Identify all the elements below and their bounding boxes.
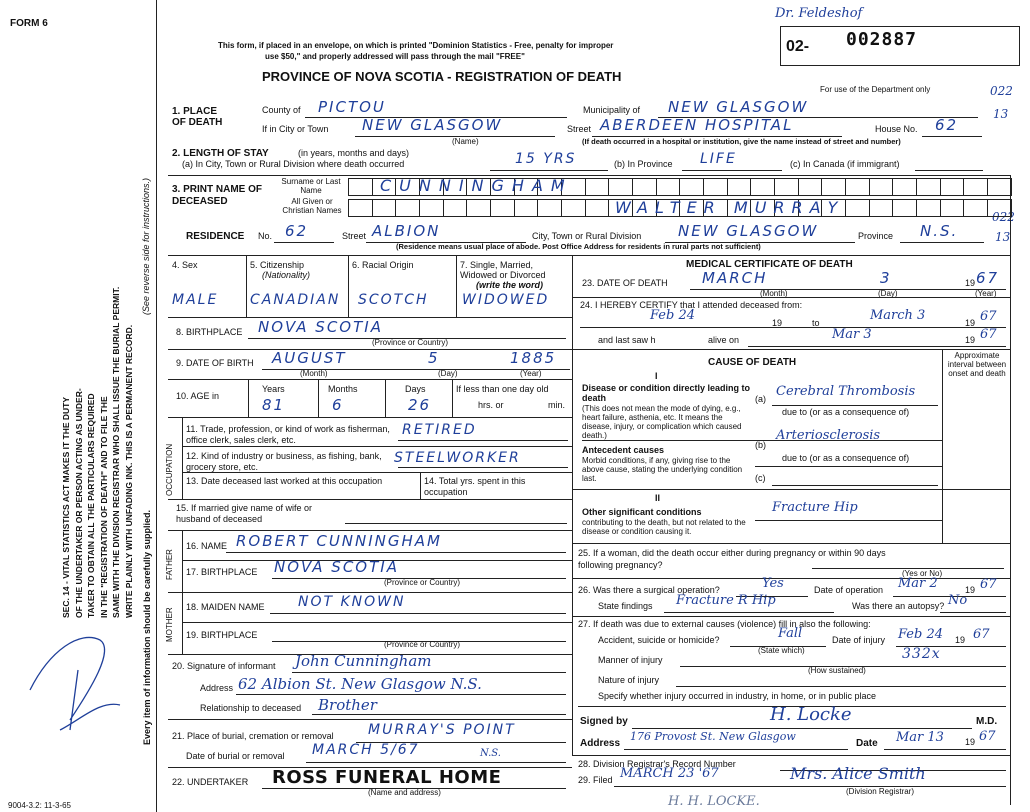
city-value: NEW GLASGOW <box>362 116 503 134</box>
sex-label: 4. Sex <box>172 260 198 270</box>
signature-mark <box>20 610 140 750</box>
birth-day-sub: (Day) <box>438 369 458 378</box>
stay-province-value: LIFE <box>700 151 737 167</box>
last-worked-label: 13. Date deceased last worked at this occupation <box>186 476 383 486</box>
last-saw-year-value: 67 <box>980 327 997 342</box>
residence-street-value: ALBION <box>372 222 441 240</box>
birth-day-value: 5 <box>428 349 440 367</box>
other-conditions-label: Other significant conditions <box>582 507 702 517</box>
undertaker-sub: (Name and address) <box>368 788 441 797</box>
department-code-1: 022 <box>990 84 1013 98</box>
city-name-sub: (Name) <box>452 137 479 146</box>
attended-to-19: 19 <box>965 318 976 328</box>
notice-line-1: This form, if placed in an envelope, on which is printed "Dominion Statistics - Free, penalty for improper <box>218 41 614 50</box>
registrar-sub: (Division Registrar) <box>846 787 915 796</box>
signed-by-label: Signed by <box>580 716 628 727</box>
certify-label: 24. I HEREBY CERTIFY that I attended deceased from: <box>580 300 803 310</box>
attended-year-value: 67 <box>980 309 997 324</box>
father-name-value: ROBERT CUNNINGHAM <box>236 532 442 550</box>
industry-value: STEELWORKER <box>394 450 521 466</box>
manner-sub: (How sustained) <box>808 666 866 675</box>
manner-label: Manner of injury <box>598 655 663 665</box>
age-years-label: Years <box>262 384 285 394</box>
birthplace-sub: (Province or Country) <box>372 338 449 347</box>
form-number: FORM 6 <box>10 18 48 29</box>
registrar-signature: Mrs. Alice Smith <box>790 764 926 783</box>
md-label: M.D. <box>976 716 998 727</box>
father-birthplace-label: 17. BIRTHPLACE <box>186 567 258 577</box>
birth-month-sub: (Month) <box>300 369 328 378</box>
birth-month-value: AUGUST <box>272 349 347 367</box>
county-label: County of <box>262 105 301 115</box>
death-year-sub: (Year) <box>975 289 997 298</box>
cause-a-label: (a) <box>755 394 766 404</box>
cause-of-death-header: CAUSE OF DEATH <box>708 357 797 368</box>
burial-note: N.S. <box>480 748 501 759</box>
father-name-label: 16. NAME <box>186 541 228 551</box>
maiden-name-value: NOT KNOWN <box>298 594 406 610</box>
age-months-label: Months <box>328 384 358 394</box>
institution-note: (If death occurred in a hospital or institution, give the name instead of street and number) <box>582 137 901 146</box>
residence-no-label: No. <box>258 231 273 241</box>
residence-province-label: Province <box>858 231 894 241</box>
page-title: PROVINCE OF NOVA SCOTIA - REGISTRATION OF DEATH <box>262 69 622 84</box>
citizenship-value: CANADIAN <box>250 292 341 308</box>
injury-code-value: 332x <box>902 646 941 662</box>
municipality-value: NEW GLASGOW <box>668 98 809 116</box>
notice-line-2: use $50," and properly addressed will pass through the mail "FREE" <box>265 52 525 61</box>
age-hours-label: hrs. or <box>478 400 504 410</box>
below-note: H. H. LOCKE. <box>668 794 760 809</box>
side-instruction-reverse: (See reverse side for instructions.) <box>141 177 151 315</box>
registration-number: 002887 <box>846 29 918 50</box>
attended-to-label: to <box>812 318 820 328</box>
attended-from-value: Feb 24 <box>650 308 695 323</box>
age-less-than-day-label: If less than one day old <box>456 384 549 394</box>
roman-one: I <box>655 371 658 381</box>
accident-sub: (State which) <box>758 646 805 655</box>
side-instructions: SEC. 14 - VITAL STATISTICS ACT MAKES IT THE DUTY OF THE UNDERTAKER OR PERSON ACTING AS UNDER- TAKER TO OBTAIN ALL THE PARTICULARS REQUIRED IN THE "REGISTRATION OF DEATH" AND TO FILE THE SAME WITH THE DIVISION REGISTRAR WHO SHALL ISSUE THE BURIAL PERMIT. WRITE PLAINLY WITH UNFADING INK. THIS IS A PERMANENT RECORD. <box>61 286 134 618</box>
findings-label: State findings <box>598 601 653 611</box>
name-of-deceased-label: 3. PRINT NAME OF DECEASED <box>172 184 263 207</box>
age-days-label: Days <box>405 384 426 394</box>
last-saw-alive-label: alive on <box>708 335 740 345</box>
relationship-label: Relationship to deceased <box>200 703 302 713</box>
certificate-year-value: 67 <box>979 729 996 744</box>
margin-rule <box>156 0 157 812</box>
residence-street-label: Street <box>342 231 367 241</box>
street-label: Street <box>567 124 592 134</box>
date-of-birth-label: 9. DATE OF BIRTH <box>176 358 254 368</box>
antecedent-note: Morbid conditions, if any, giving rise to the above cause, stating the underlying condition last. <box>582 456 743 483</box>
mother-side-label: MOTHER <box>165 607 174 642</box>
operation-date-value: Mar 2 <box>898 576 938 591</box>
mother-birthplace-label: 19. BIRTHPLACE <box>186 630 258 640</box>
form-code: 9004-3.2: 11-3-65 <box>8 801 72 810</box>
pregnancy-label: 25. If a woman, did the death occur either during pregnancy or within 90 days following pregnancy? <box>578 548 886 570</box>
age-months-value: 6 <box>332 396 344 414</box>
marital-status-label: 7. Single, Married, Widowed or Divorced <box>460 260 546 280</box>
sex-value: MALE <box>172 292 219 308</box>
house-value: 62 <box>935 116 959 134</box>
external-causes-label: 27. If death was due to external causes (violence) fill in also the following: <box>578 619 871 629</box>
residence-province-value: N.S. <box>920 222 959 240</box>
stay-city-value: 15 YRS <box>515 151 577 167</box>
birthplace-value: NOVA SCOTIA <box>258 318 383 336</box>
department-use-label: For use of the Department only <box>820 85 931 94</box>
roman-two: II <box>655 493 661 503</box>
total-years-label: 14. Total yrs. spent in this occupation <box>424 476 526 497</box>
antecedent-label: Antecedent causes <box>582 445 665 455</box>
marital-status-sub: (write the word) <box>476 280 543 290</box>
father-birthplace-value: NOVA SCOTIA <box>274 558 399 576</box>
cause-a-value: Cerebral Thrombosis <box>776 384 916 399</box>
medical-certificate-header: MEDICAL CERTIFICATE OF DEATH <box>686 259 853 270</box>
certificate-date-value: Mar 13 <box>896 730 944 745</box>
filed-date-value: MARCH 23 '67 <box>620 766 719 781</box>
maiden-name-label: 18. MAIDEN NAME <box>186 602 265 612</box>
disease-note: (This does not mean the mode of dying, e.g., heart failure, asthenia, etc. It means the disease, injury, or complication which caused death.) <box>582 404 742 440</box>
residence-city-value: NEW GLASGOW <box>678 222 819 240</box>
residence-label: RESIDENCE <box>186 231 245 242</box>
operation-19: 19 <box>965 585 976 595</box>
house-label: House No. <box>875 124 918 134</box>
place-of-death-label: 1. PLACE OF DEATH <box>172 106 223 128</box>
city-label: If in City or Town <box>262 124 329 134</box>
surgical-operation-label: 26. Was there a surgical operation? <box>578 585 720 595</box>
racial-origin-label: 6. Racial Origin <box>352 260 414 270</box>
age-days-value: 26 <box>408 396 432 414</box>
burial-place-value: MURRAY'S POINT <box>368 722 516 738</box>
informant-address-label: Address <box>200 683 234 693</box>
stay-canada-label: (c) In Canada (if immigrant) <box>790 159 900 169</box>
death-month-value: MARCH <box>702 269 768 287</box>
burial-date-value: MARCH 5/67 <box>312 742 420 758</box>
death-year-prefix: 19 <box>965 278 976 288</box>
stay-city-label: (a) In City, Town or Rural Division where death occurred <box>182 159 405 169</box>
injury-place-label: Specify whether injury occurred in industry, in home, or in public place <box>598 691 876 701</box>
death-day-value: 3 <box>880 269 892 287</box>
residence-city-label: City, Town or Rural Division <box>532 231 642 241</box>
side-instruction-careful: Every item of information should be carefully supplied. <box>142 509 152 745</box>
surname-label: Surname or Last Name <box>281 177 341 195</box>
undertaker-label: 22. UNDERTAKER <box>172 777 249 787</box>
father-side-label: FATHER <box>165 549 174 580</box>
death-month-sub: (Month) <box>760 289 788 298</box>
residence-no-value: 62 <box>285 222 309 240</box>
signed-by-value: H. Locke <box>770 704 852 725</box>
death-day-sub: (Day) <box>878 289 898 298</box>
citizenship-sub: (Nationality) <box>262 270 311 280</box>
informant-label: 20. Signature of informant <box>172 661 276 671</box>
autopsy-label: Was there an autopsy? <box>852 601 945 611</box>
attended-from-19: 19 <box>772 318 783 328</box>
date-of-death-label: 23. DATE OF DEATH <box>582 278 668 288</box>
stay-province-label: (b) In Province <box>614 159 673 169</box>
informant-address-value: 62 Albion St. New Glasgow N.S. <box>238 675 482 693</box>
age-years-value: 81 <box>262 396 286 414</box>
findings-value: Fracture R Hip <box>676 593 776 608</box>
last-saw-label: and last saw h <box>598 335 656 345</box>
surname-value: CUNNINGHAM <box>380 176 573 195</box>
operation-date-label: Date of operation <box>814 585 884 595</box>
record-number-label: 28. Division Registrar's Record Number <box>578 759 736 769</box>
given-names-label: All Given or Christian Names <box>282 197 342 215</box>
trade-value: RETIRED <box>402 422 477 438</box>
approx-interval-label: Approximate interval between onset and death <box>947 351 1007 378</box>
industry-label: 12. Kind of industry or business, as fishing, bank, grocery store, etc. <box>186 451 382 472</box>
injury-19: 19 <box>955 635 966 645</box>
due-to-1: due to (or as a consequence of) <box>782 407 910 417</box>
operation-year-value: 67 <box>980 577 997 592</box>
birth-year-value: 1885 <box>510 349 557 367</box>
undertaker-stamp: ROSS FUNERAL HOME <box>272 767 502 788</box>
registration-prefix: 02- <box>786 38 810 55</box>
death-year-value: 67 <box>976 269 1000 287</box>
certificate-date-label: Date <box>856 738 878 749</box>
father-birthplace-sub: (Province or Country) <box>384 578 461 587</box>
spouse-label: 15. If married give name of wife or husband of deceased <box>176 503 313 524</box>
birthplace-label: 8. BIRTHPLACE <box>176 327 243 337</box>
injury-date-label: Date of injury <box>832 635 886 645</box>
due-to-2: due to (or as a consequence of) <box>782 453 910 463</box>
physician-address-value: 176 Provost St. New Glasgow <box>630 730 796 743</box>
last-saw-value: Mar 3 <box>832 327 872 342</box>
physician-address-label: Address <box>580 738 621 749</box>
mother-birthplace-sub: (Province or Country) <box>384 640 461 649</box>
burial-place-label: 21. Place of burial, cremation or removal <box>172 731 334 741</box>
other-conditions-value: Fracture Hip <box>772 500 858 515</box>
injury-year-value: 67 <box>973 627 990 642</box>
given-names-value: WALTER MURRAY <box>615 198 845 217</box>
relationship-value: Brother <box>318 696 377 714</box>
department-code-2: 13 <box>993 107 1009 121</box>
doctor-note: Dr. Feldeshof <box>775 6 863 21</box>
age-minutes-label: min. <box>548 400 566 410</box>
burial-date-label: Date of burial or removal <box>186 751 285 761</box>
length-of-stay-label: 2. LENGTH OF STAY <box>172 148 269 159</box>
injury-date-value: Feb 24 <box>898 627 943 642</box>
department-code-4: 13 <box>995 230 1011 244</box>
surgical-operation-value: Yes <box>762 576 784 591</box>
citizenship-label: 5. Citizenship <box>250 260 305 270</box>
municipality-label: Municipality of <box>583 105 641 115</box>
trade-label: 11. Trade, profession, or kind of work as fisherman, office clerk, sales clerk, etc. <box>186 424 390 445</box>
marital-status-value: WIDOWED <box>462 292 550 308</box>
accident-value: Fall <box>778 626 803 641</box>
occupation-side-label: OCCUPATION <box>165 443 174 496</box>
filed-label: 29. Filed <box>578 775 613 785</box>
disease-label: Disease or condition directly leading to death <box>582 383 751 403</box>
birth-year-sub: (Year) <box>520 369 542 378</box>
age-label: 10. AGE in <box>176 391 220 401</box>
department-code-3: 022 <box>992 210 1015 224</box>
county-value: PICTOU <box>318 98 386 116</box>
cause-b-value: Arteriosclerosis <box>776 428 881 443</box>
certificate-date-19: 19 <box>965 737 976 747</box>
cause-b-label: (b) <box>755 440 766 450</box>
attended-to-value: March 3 <box>870 308 926 323</box>
informant-signature: John Cunningham <box>295 652 432 670</box>
pregnancy-sub: (Yes or No) <box>902 569 943 578</box>
nature-label: Nature of injury <box>598 675 660 685</box>
autopsy-value: No <box>948 593 968 608</box>
racial-origin-value: SCOTCH <box>358 292 429 308</box>
street-value: ABERDEEN HOSPITAL <box>600 116 794 134</box>
residence-note: (Residence means usual place of abode. Post Office Address for residents in rural parts not sufficient) <box>396 242 761 251</box>
accident-label: Accident, suicide or homicide? <box>598 635 720 645</box>
last-saw-19: 19 <box>965 335 976 345</box>
cause-c-label: (c) <box>755 473 766 483</box>
other-conditions-note: contributing to the death, but not related to the disease or condition causing it. <box>582 518 746 536</box>
length-of-stay-sub: (in years, months and days) <box>298 148 410 158</box>
